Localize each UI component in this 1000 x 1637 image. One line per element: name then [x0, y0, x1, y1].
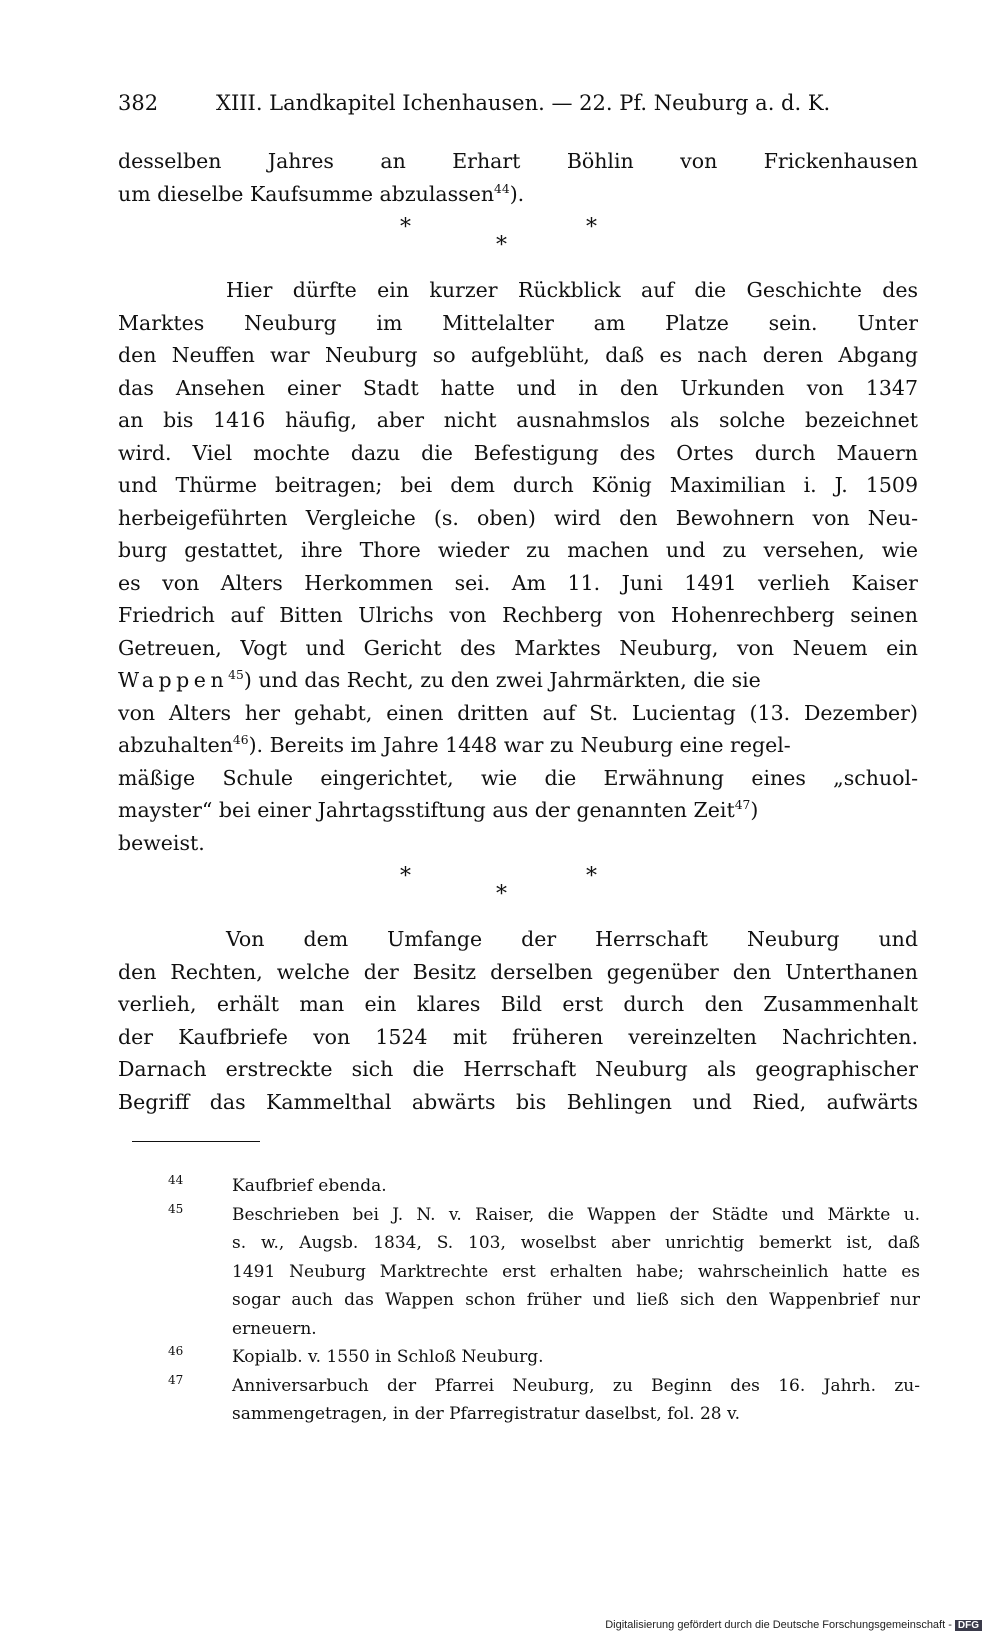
- footnote-divider: [132, 1141, 260, 1142]
- running-header: [118, 88, 831, 118]
- footnote-mark: 46: [168, 1344, 184, 1358]
- text-line: an bis 1416 häufig, aber nicht ausnahmslos als solche bezeichnet: [118, 408, 918, 432]
- text-line: verlieh, erhält man ein klares Bild erst durch den Zusammenhalt: [118, 992, 918, 1016]
- section-divider-asterisks: * * *: [400, 864, 597, 907]
- footnote-line: erneuern.: [232, 1318, 317, 1339]
- text-line: burg gestattet, ihre Thore wieder zu machen und zu versehen, wie: [118, 538, 918, 562]
- text-line: herbeigeführten Vergleiche (s. oben) wird den Bewohnern von Neu-: [118, 505, 918, 530]
- text-line: Begriff das Kammelthal abwärts bis Behlingen und Ried, aufwärts: [118, 1089, 918, 1114]
- footnote: [168, 1372, 920, 1429]
- text-line: der Kaufbriefe von 1524 mit früheren vereinzelten Nachrichten.: [118, 1024, 918, 1049]
- footnote-ref: 44: [494, 181, 510, 196]
- footnotes: [168, 1172, 920, 1429]
- text-line: und Thürme beitragen; bei dem durch König Maximilian i. J. 1509: [118, 473, 918, 497]
- footnote-mark: 44: [168, 1173, 184, 1187]
- footnote-ref: 46: [232, 733, 249, 748]
- footnote-line: 1491 Neuburg Marktrechte erst erhalten habe; wahrscheinlich hatte es: [232, 1261, 920, 1282]
- footnote-line: Kopialb. v. 1550 in Schloß Neuburg.: [232, 1347, 544, 1367]
- text-line: Hier dürfte ein kurzer Rückblick auf die Geschichte des: [226, 278, 918, 302]
- footnote-ref: 45: [228, 668, 244, 683]
- text-line: den Rechten, welche der Besitz derselben gegenüber den Unterthanen: [118, 959, 918, 984]
- text-line: abzuhalten$^{46}$). Bereits im Jahre 1448 war zu Neuburg eine regel-: [118, 733, 791, 757]
- text-line: desselben Jahres an Erhart Böhlin von Frickenhausen: [118, 149, 918, 173]
- text-line: mayster“ bei einer Jahrtagsstiftung aus der genannten Zeit$^{47}$): [118, 798, 759, 822]
- text-line: Friedrich auf Bitten Ulrichs von Rechberg von Hohenrechberg seinen: [118, 603, 918, 627]
- footnote-mark: 47: [168, 1372, 184, 1387]
- footnote-mark: 45: [168, 1201, 184, 1216]
- text-line: Darnach erstreckte sich die Herrschaft Neuburg als geographischer: [118, 1057, 918, 1081]
- text-line: mäßige Schule eingerichtet, wie die Erwähnung eines „schuol-: [118, 765, 918, 790]
- text-line: Getreuen, Vogt und Gericht des Marktes Neuburg, von Neuem ein: [118, 635, 918, 660]
- footnote-line: Beschrieben bei J. N. v. Raiser, die Wappen der Städte und Märkte u.: [232, 1204, 920, 1225]
- footnote-line: Anniversarbuch der Pfarrei Neuburg, zu Beginn des 16. Jahrh. zu-: [232, 1375, 920, 1396]
- section-divider-asterisks: * * *: [400, 215, 597, 258]
- dfg-logo: DFG: [955, 1620, 982, 1631]
- text-line: beweist.: [118, 830, 205, 855]
- running-title: XIII. Landkapitel Ichenhausen. — 22. Pf. Neuburg a. d. K.: [216, 91, 831, 115]
- footnote-line: Kaufbrief ebenda.: [232, 1176, 387, 1196]
- text-line: den Neuffen war Neuburg so aufgeblüht, daß es nach deren Abgang: [118, 343, 918, 367]
- footnote-line: sammengetragen, in der Pfarregistratur daselbst, fol. 28 v.: [232, 1404, 741, 1424]
- footnote-line: s. w., Augsb. 1834, S. 103, woselbst aber unrichtig bemerkt ist, daß: [232, 1233, 920, 1253]
- footnote-ref: 47: [734, 798, 751, 813]
- text-line: Wappen$^{45}$) und das Recht, zu den zwei Jahrmärkten, die sie: [118, 668, 761, 692]
- text-line: Von dem Umfange der Herrschaft Neuburg und: [226, 927, 918, 951]
- text-line: Marktes Neuburg im Mittelalter am Platze sein. Unter: [118, 310, 918, 335]
- text-line: von Alters her gehabt, einen dritten auf St. Lucientag (13. Dezember): [118, 700, 918, 725]
- footnote: [168, 1201, 920, 1344]
- text-line: um dieselbe Kaufsumme abzulassen$^{44}$).: [118, 181, 525, 206]
- footnote-line: sogar auch das Wappen schon früher und ließ sich den Wappenbrief nur: [232, 1290, 920, 1310]
- digitization-credit: Digitalisierung gefördert durch die Deutsche Forschungsgemeinschaft - DFG: [605, 1619, 982, 1631]
- text-line: das Ansehen einer Stadt hatte und in den Urkunden von 1347: [118, 375, 918, 400]
- main-text: [118, 145, 918, 1118]
- footnote: [168, 1172, 920, 1201]
- footnote: [168, 1343, 920, 1372]
- text-line: es von Alters Herkommen sei. Am 11. Juni 1491 verlieh Kaiser: [118, 570, 918, 595]
- text-line: wird. Viel mochte dazu die Befestigung des Ortes durch Mauern: [118, 440, 918, 465]
- page-number: 382: [118, 91, 159, 115]
